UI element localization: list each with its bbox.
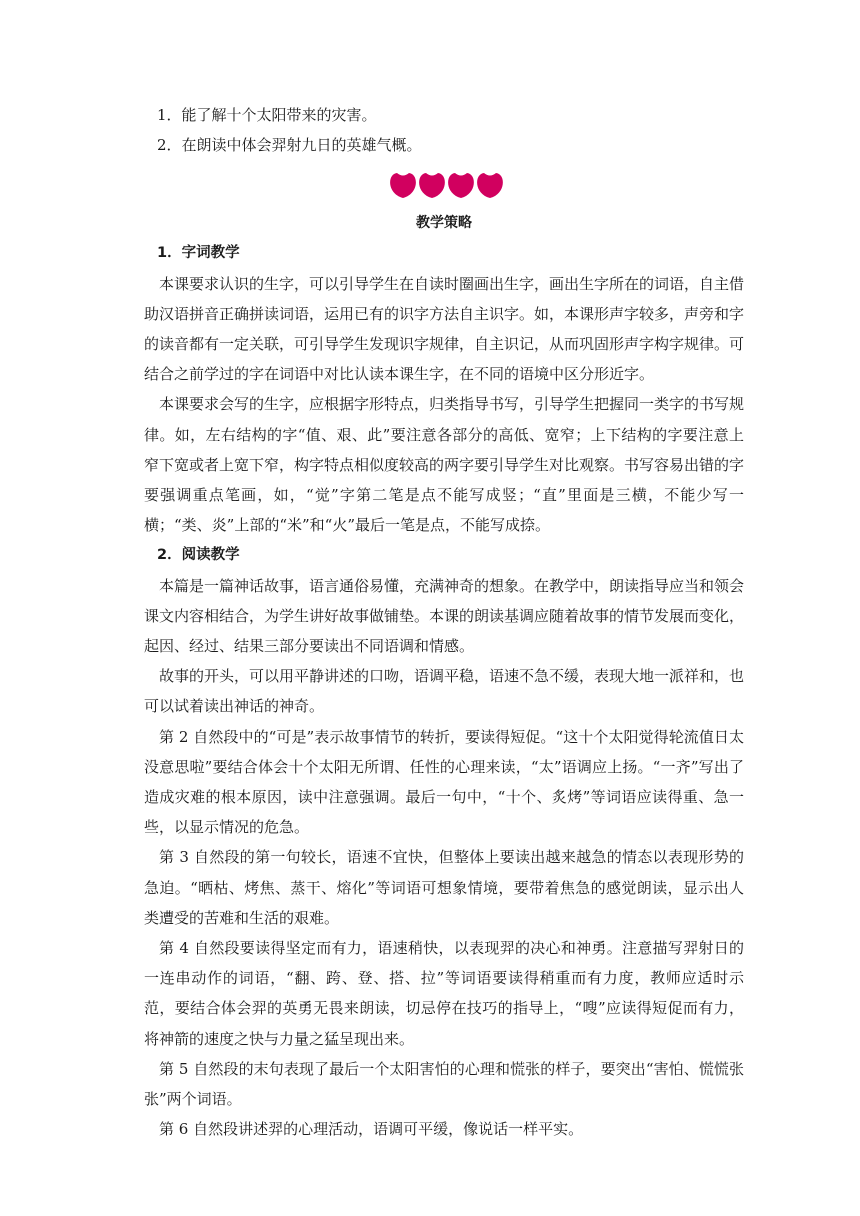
paragraph: 第 4 自然段要读得坚定而有力，语速稍快，以表现羿的决心和神勇。注意描写羿射日的一连串动作的词语，“翻、跨、登、搭、拉”等词语要读得稍重而有力度，教师应适时示范，要结合体会羿的英勇无畏来朗读，切忌停在技巧的指导上，“嗖”应读得短促而有力，将神箭的速度之快与力量之猛呈现出来。 (144, 939, 744, 1048)
section-divider (144, 160, 744, 220)
petal-icon (448, 173, 474, 198)
petal-icon (390, 173, 416, 198)
part-heading: 1．字词教学 (157, 245, 240, 262)
section-title: 教学策略 (416, 215, 472, 232)
document-content (144, 100, 744, 1145)
petal-ornament-icon (388, 170, 508, 200)
petal-icon (419, 173, 445, 198)
petal-icon (477, 173, 503, 198)
goal-item: 1．能了解十个太阳带来的灾害。 (157, 106, 377, 124)
part-heading: 2．阅读教学 (157, 547, 240, 564)
paragraph: 第 3 自然段的第一句较长，语速不宜快，但整体上要读出越来越急的情态以表现形势的急迫。“晒枯、烤焦、蒸干、熔化”等词语可想象情境，要带着焦急的感觉朗读，显示出人类遭受的苦难和生活的艰难。 (144, 848, 744, 927)
paragraph: 故事的开头，可以用平静讲述的口吻，语调平稳，语速不急不缓，表现大地一派祥和，也可以试着读出神话的神奇。 (144, 667, 745, 716)
paragraph: 第 6 自然段讲述羿的心理活动，语调可平缓，像说话一样平实。 (159, 1120, 584, 1139)
paragraph: 本课要求认识的生字，可以引导学生在自读时圈画出生字，画出生字所在的词语，自主借助汉语拼音正确拼读词语，运用已有的识字方法自主识字。如，本课形声字较多，声旁和字的读音都有一定关联，可引导学生发现识字规律，自主识记，从而巩固形声字构字规律。可结合之前学过的字在词语中对比认读本课生字，在不同的语境中区分形近字。 (144, 274, 745, 384)
paragraph: 第 2 自然段中的“可是”表示故事情节的转折，要读得短促。“这十个太阳觉得轮流值日太没意思啦”要结合体会十个太阳无所谓、任性的心理来读，“太”语调应上扬。“一齐”写出了造成灾难的根本原因，读中注意强调。最后一句中，“十个、炙烤”等词语应读得重、急一些，以显示情况的危急。 (144, 727, 744, 837)
paragraph: 第 5 自然段的末句表现了最后一个太阳害怕的心理和慌张的样子，要突出“害怕、慌慌张张”两个词语。 (144, 1059, 744, 1109)
paragraph: 本课要求会写的生字，应根据字形特点，归类指导书写，引导学生把握同一类字的书写规律。如，左右结构的字“值、艰、此”要注意各部分的高低、宽窄；上下结构的字要注意上窄下宽或者上宽下窄，构字特点相似度较高的两字要引导学生对比观察。书写容易出错的字要强调重点笔画，如，“觉”字第二笔是点不能写成竖；“直”里面是三横，不能少写一横；“类、炎”上部的“米”和“火”最后一笔是点，不能写成捺。 (144, 395, 745, 535)
paragraph: 本篇是一篇神话故事，语言通俗易懂，充满神奇的想象。在教学中，朗读指导应当和领会课文内容相结合，为学生讲好故事做铺垫。本课的朗读基调应随着故事的情节发展而变化，起因、经过、结果三部分要读出不同语调和情感。 (144, 576, 745, 656)
goal-item: 2．在朗读中体会羿射九日的英雄气概。 (157, 136, 422, 155)
